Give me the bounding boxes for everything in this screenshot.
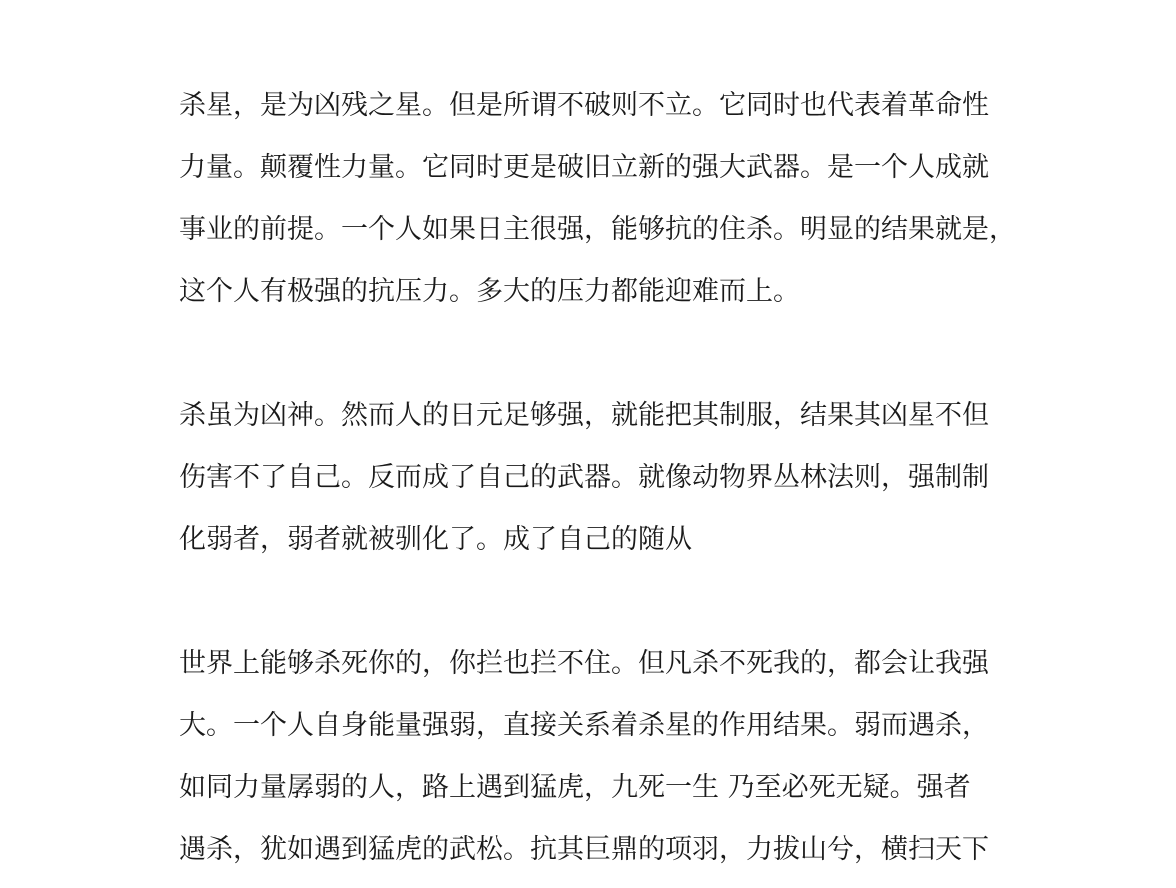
text-line: 杀星，是为凶残之星。但是所谓不破则不立。它同时也代表着革命性 (179, 90, 989, 121)
text-line: 世界上能够杀死你的，你拦也拦不住。但凡杀不死我的，都会让我强 (179, 648, 989, 679)
text-line: 伤害不了自己。反而成了自己的武器。就像动物界丛林法则，强制制 (179, 462, 989, 493)
paragraph-1 (179, 82, 1016, 330)
text-line: 事业的前提。一个人如果日主很强，能够抗的住杀。明显的结果就是， (179, 214, 1016, 245)
text-line: 遇杀，犹如遇到猛虎的武松。抗其巨鼎的项羽，力拔山兮，横扫天下 (179, 834, 989, 865)
text-line: 大。一个人自身能量强弱，直接关系着杀星的作用结果。弱而遇杀， (179, 710, 989, 741)
paragraph-3 (179, 640, 1009, 888)
text-line: 化弱者，弱者就被驯化了。成了自己的随从 (179, 524, 692, 555)
text-line: 杀虽为凶神。然而人的日元足够强，就能把其制服，结果其凶星不但 (179, 400, 989, 431)
paragraph-spacer (179, 578, 1009, 640)
article-body (179, 82, 1016, 888)
text-line: 力量。颠覆性力量。它同时更是破旧立新的强大武器。是一个人成就 (179, 152, 989, 183)
paragraph-2 (179, 392, 1009, 578)
text-line: 如同力量孱弱的人，路上遇到猛虎，九死一生 乃至必死无疑。强者 (179, 772, 971, 803)
paragraph-spacer (179, 330, 1009, 392)
text-line: 这个人有极强的抗压力。多大的压力都能迎难而上。 (179, 276, 800, 307)
